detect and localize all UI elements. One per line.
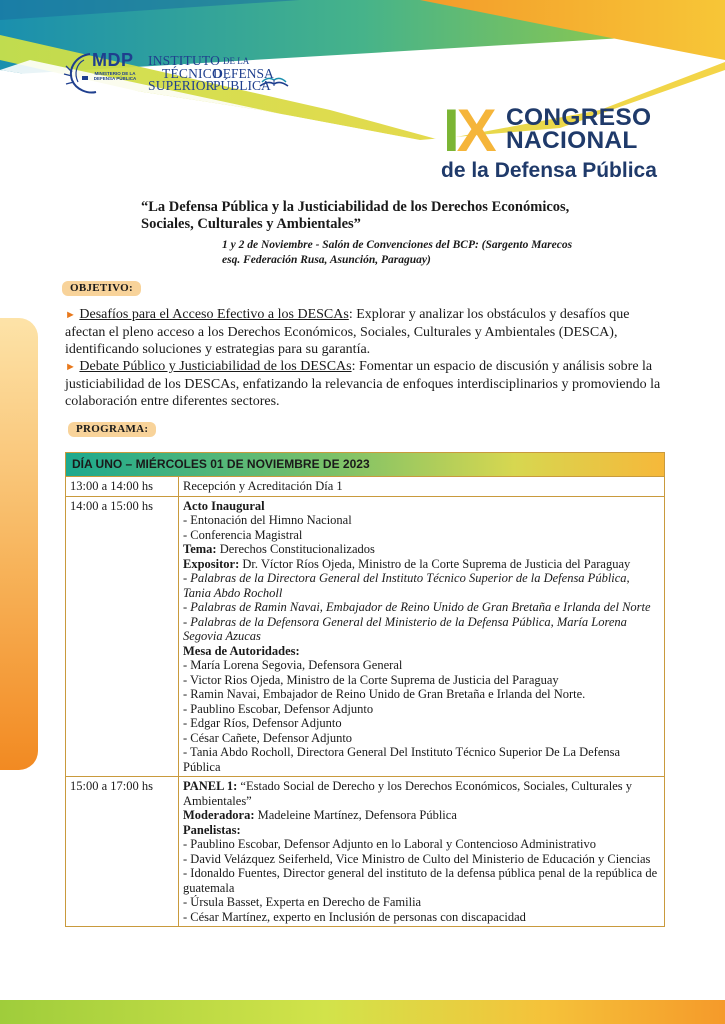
program-line (183, 910, 660, 925)
program-row (66, 496, 664, 777)
program-line-bold: Acto Inaugural (183, 498, 265, 513)
program-line (183, 745, 660, 774)
objective-item-text: : Fomentar un espacio de discusión y análisis sobre la justiciabilidad de los DESCAs, enfatizando la relevancia de enfoques interdisciplinarios y promoviendo la colaboración entre diferentes sectores. (65, 359, 661, 409)
program-line-text: - Paublino Escobar, Defensor Adjunto en lo Laboral y Contencioso Administrativo (183, 837, 596, 851)
program-line (183, 808, 660, 823)
arrow-bullet-icon: ► (65, 361, 76, 373)
program-line-italic: - Palabras de Ramin Navai, Embajador de Reino Unido de Gran Bretaña e Irlanda del Norte (183, 600, 651, 614)
objective-item (65, 306, 670, 358)
program-line (183, 479, 660, 494)
side-decoration (0, 318, 38, 770)
objective-item-text: : Explorar y analizar los obstáculos y desafíos que afectan el pleno acceso a los Derechos Económicos, Sociales, Culturales y Ambientales (DESCA), identificando soluciones y estrategias para su garantía. (65, 307, 630, 357)
mdp-subtitle: MINISTERIO DE LA DEFENSA PÚBLICA (93, 71, 137, 81)
program-line-text: Dr. Víctor Ríos Ojeda, Ministro de la Corte Suprema de Justicia del Paraguay (239, 556, 631, 571)
program-line (183, 557, 660, 572)
mdp-acronym: MDP (92, 50, 134, 70)
program-line-bold: Tema: (183, 542, 217, 556)
day-header: DÍA UNO – MIÉRCOLES 01 DE NOVIEMBRE DE 2023 (66, 453, 664, 476)
program-line-text: - Úrsula Basset, Experta en Derecho de Familia (183, 895, 422, 909)
program-time: 14:00 a 15:00 hs (66, 497, 179, 777)
objective-list (65, 306, 670, 410)
program-line-text: - César Martínez, experto en Inclusión de personas con discapacidad (183, 909, 526, 924)
its-line2: TÉCNICO (162, 65, 222, 81)
arrow-bullet-icon: ► (65, 309, 76, 321)
program-rows (66, 476, 664, 926)
program-table (65, 452, 665, 927)
program-line (183, 644, 660, 659)
program-row (66, 476, 664, 496)
program-line-italic: - Palabras de la Defensora General del Ministerio de la Defensa Pública, María Lorena Segovia Azucas (183, 614, 627, 643)
program-content (179, 497, 664, 777)
its-line6: PÚBLICA (213, 78, 271, 93)
event-number (443, 97, 494, 164)
program-time: 15:00 a 17:00 hs (66, 777, 179, 926)
objective-item (65, 358, 670, 410)
program-line-text: - Conferencia Magistral (183, 527, 303, 542)
event-subtitle: de la Defensa Pública (441, 159, 657, 182)
program-line-text: - María Lorena Segovia, Defensora General (183, 658, 403, 672)
objective-item-title: Debate Público y Justiciabilidad de los DESCAs (79, 359, 352, 374)
event-number-x: X (456, 97, 494, 164)
program-line (183, 731, 660, 746)
program-line-text: Madeleine Martínez, Defensora Pública (254, 808, 457, 822)
program-line (183, 852, 660, 867)
program-line-text: - Ramin Navai, Embajador de Reino Unido de Gran Bretaña e Irlanda del Norte. (183, 687, 586, 701)
event-title (506, 106, 651, 152)
program-line-bold: Expositor: (183, 556, 240, 571)
program-line-text: - Edgar Ríos, Defensor Adjunto (183, 716, 342, 730)
program-line (183, 600, 660, 615)
its-line4: DE LA (223, 56, 250, 66)
program-line-text: - Idonaldo Fuentes, Director general del instituto de la defensa pública penal de la república de guatemala (183, 866, 658, 895)
program-line-text: - César Cañete, Defensor Adjunto (183, 730, 353, 745)
program-line-bold: Mesa de Autoridades: (183, 643, 300, 658)
program-line-text: - Tania Abdo Rocholl, Directora General Del Instituto Técnico Superior De La Defensa Pública (183, 745, 621, 774)
program-row (66, 776, 664, 926)
program-line-bold: Moderadora: (183, 808, 255, 822)
program-line (183, 866, 660, 895)
program-line (183, 823, 660, 838)
program-line-bold: PANEL 1: (183, 779, 238, 793)
program-line (183, 895, 660, 910)
program-line (183, 571, 660, 600)
program-line (183, 779, 660, 808)
program-line-text: - Paublino Escobar, Defensor Adjunto (183, 701, 374, 716)
objective-item-title: Desafíos para el Acceso Efectivo a los DESCAs (79, 307, 349, 322)
its-line1: INSTITUTO (148, 53, 221, 68)
program-line (183, 499, 660, 514)
objective-label: OBJETIVO: (62, 281, 141, 296)
book-icon (258, 68, 290, 90)
program-time: 13:00 a 14:00 hs (66, 477, 179, 496)
program-line-text: Recepción y Acreditación Día 1 (183, 479, 343, 493)
program-line (183, 837, 660, 852)
program-line-bold: Panelistas: (183, 822, 241, 837)
program-line (183, 513, 660, 528)
event-date-place: 1 y 2 de Noviembre - Salón de Convenciones del BCP: (Sargento Marecos esq. Federación Rusa, Asunción, Paraguay) (222, 239, 573, 266)
program-content (179, 777, 664, 926)
program-line (183, 658, 660, 673)
program-line-text: “Estado Social de Derecho y los Derechos Económicos, Sociales, Culturales y Ambientales” (183, 779, 632, 808)
its-line5: DEFENSA (213, 65, 274, 81)
program-line (183, 615, 660, 644)
program-label: PROGRAMA: (68, 422, 156, 437)
program-content (179, 477, 664, 496)
event-title-line2: NACIONAL (506, 127, 638, 154)
program-line (183, 528, 660, 543)
program-line-italic: - Palabras de la Directora General del Instituto Técnico Superior de la Defensa Pública, Tania Abdo Rocholl (183, 571, 630, 600)
program-line-text: - Victor Rios Ojeda, Ministro de la Corte Suprema de Justicia del Paraguay (183, 672, 559, 687)
program-line (183, 542, 660, 557)
footer-decoration (0, 1000, 725, 1024)
its-line3: SUPERIOR (148, 78, 215, 93)
program-line-text: Derechos Constitucionalizados (216, 542, 375, 556)
program-line (183, 702, 660, 717)
program-line (183, 687, 660, 702)
event-title-line1: CONGRESO (506, 104, 652, 131)
program-line (183, 716, 660, 731)
event-number-i: I (443, 97, 457, 164)
program-line-text: - Entonación del Himno Nacional (183, 513, 352, 527)
its-logo-left (148, 55, 222, 93)
event-theme: “La Defensa Pública y la Justiciabilidad de los Derechos Económicos, Sociales, Culturales y Ambientales” (141, 199, 570, 232)
program-line-text: - David Velázquez Seiferheld, Vice Ministro de Culto del Ministerio de Educación y Ciencias (183, 851, 651, 866)
program-line (183, 673, 660, 688)
